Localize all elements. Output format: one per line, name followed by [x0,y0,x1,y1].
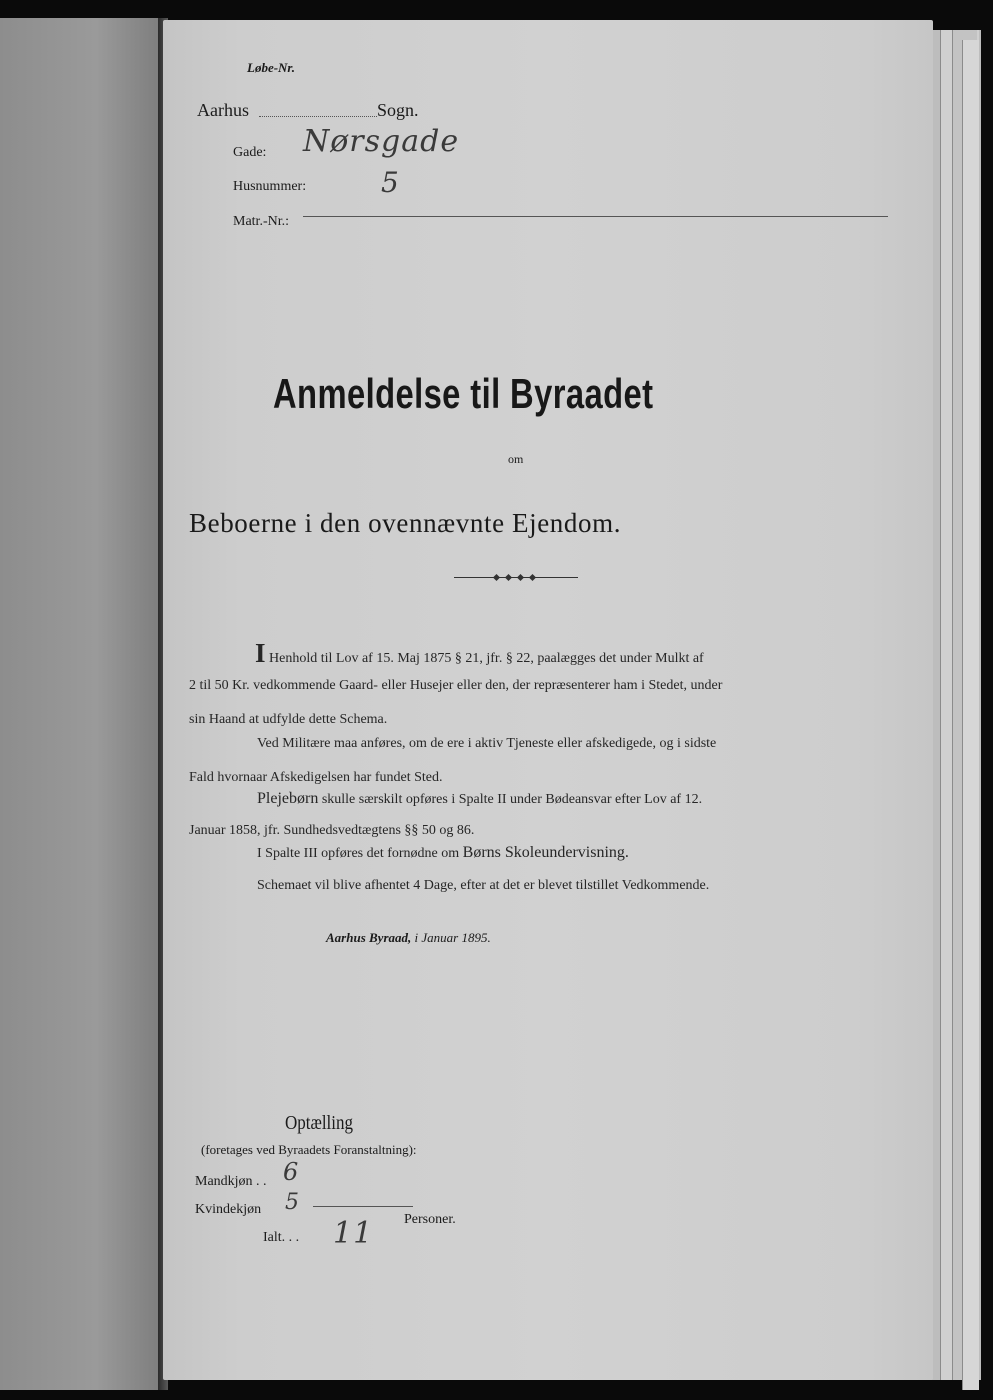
gade-label: Gade: [233,145,267,160]
subtitle: Beboerne i den ovennævnte Ejendom. [189,508,622,538]
paragraph-1-line-3: sin Haand at udfylde dette Schema. [189,712,388,727]
page-edges [962,40,979,1390]
form-page [163,20,933,1380]
ialt-value: 11 [333,1216,374,1251]
paragraph-2-line-2: Fald hvornaar Afskedigelsen har fundet Sted. [189,770,443,785]
gade-handwritten-value: Nørsgade [303,124,460,159]
header-rule [303,216,888,217]
om-label: om [508,452,524,466]
issuer-line [326,930,491,946]
paragraph-1-line-1 [255,638,704,669]
count-note: (foretages ved Byraadets Foranstaltning): [201,1142,417,1157]
kvindekjon-label: Kvindekjøn [195,1202,262,1217]
ornament-divider [454,575,578,581]
paragraph-3-line-2: Januar 1858, jfr. Sundhedsvedtægtens §§ 50 og 86. [189,823,475,838]
paragraph-3-line-1 [257,790,702,808]
mandkjon-label: Mandkjøn . . [195,1174,267,1189]
paragraph-1-line-2: 2 til 50 Kr. vedkommende Gaard- eller Husejer eller den, der repræsenterer ham i Stedet, under [189,678,723,693]
ialt-label: Ialt. . . [263,1230,300,1245]
paragraph-4-text: I Spalte III opføres det fornødne om [257,846,460,861]
count-heading: Optælling [285,1112,354,1134]
plejeborn-lead: Plejebørn [257,790,319,807]
city-label: Aarhus [197,100,249,120]
drop-cap: I [255,638,266,668]
mandkjon-value: 6 [283,1158,300,1186]
lobe-nr-label: Løbe-Nr. [247,60,296,75]
paragraph-3-text: skulle særskilt opføres i Spalte II under Bødeansvar efter Lov af 12. [321,792,703,807]
issue-date: i Januar 1895. [414,930,491,945]
husnummer-label: Husnummer: [233,179,307,194]
paragraph-5: Schemaet vil blive afhentet 4 Dage, efter at det er blevet tilstillet Vedkommende. [257,878,710,893]
skoleundervisning-emphasis: Børns Skoleundervisning. [462,844,629,861]
husnummer-handwritten-value: 5 [381,166,400,199]
page-title: Anmeldelse til Byraadet [273,370,654,417]
issuer-org: Aarhus Byraad, [326,930,412,945]
paragraph-1-text: Henhold til Lov af 15. Maj 1875 § 21, jfr. § 22, paalægges det under Mulkt af [269,651,704,666]
paragraph-2-line-1: Ved Militære maa anføres, om de ere i aktiv Tjeneste eller afskedigede, og i sidste [257,736,717,751]
sogn-dotted-line [259,116,377,117]
sum-rule [313,1206,413,1207]
matr-nr-label: Matr.-Nr.: [233,214,289,229]
kvindekjon-value: 5 [285,1190,300,1215]
paragraph-4 [257,844,629,862]
sogn-label: Sogn. [377,100,419,120]
personer-label: Personer. [404,1212,456,1227]
previous-page [0,18,160,1390]
